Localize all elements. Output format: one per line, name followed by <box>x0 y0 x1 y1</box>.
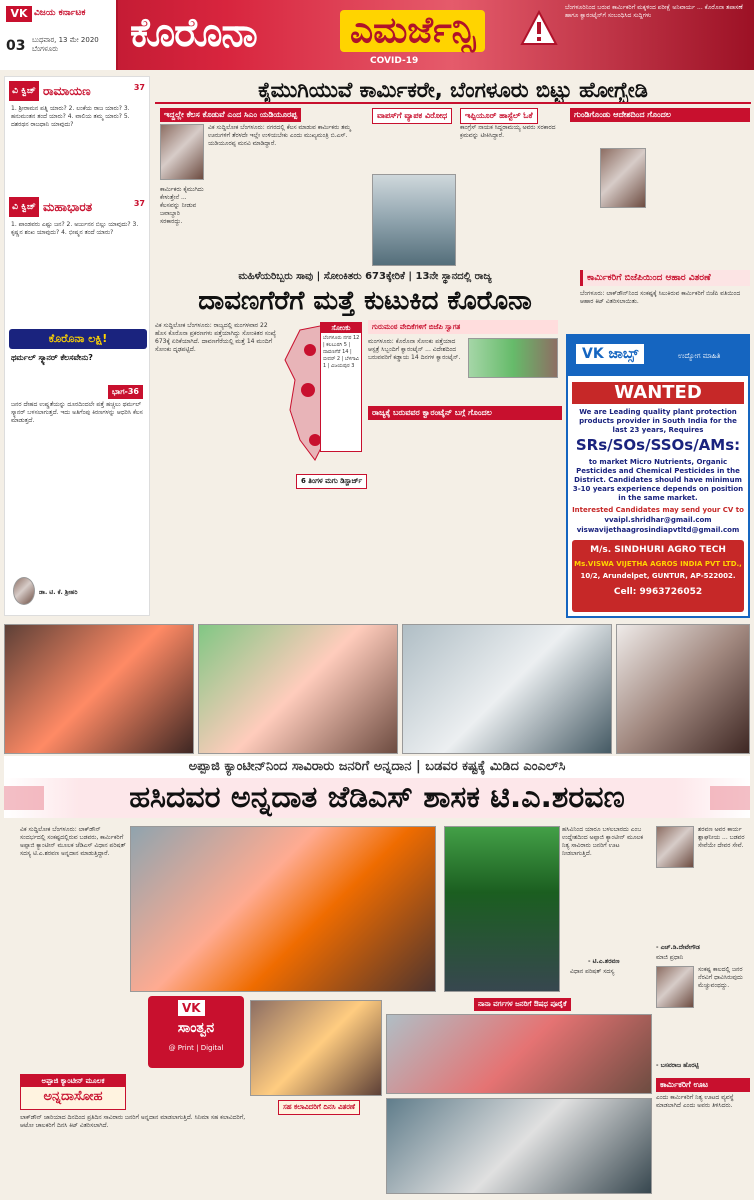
warning-icon <box>520 10 558 46</box>
left-column <box>4 76 150 616</box>
ad-positions: SRs/SOs/SSOs/AMs: <box>575 436 741 454</box>
bottom-text-left: ವಿಕ ಸುದ್ದಿಲೋಕ ಬೆಂಗಳೂರು: ಲಾಕ್‌ಡೌನ್ ಸಂದರ್ಭದಲ್ಲಿ ಸಂಕಷ್ಟದಲ್ಲಿರುವ ಬಡವರು, ಕಾರ್ಮಿಕರಿಗೆ ಅಪ್ಪಾಜಿ ಕ್ಯಾಂಟೀನ್ ಮೂಲಕ ಜೆಡಿಎಸ್ ವಿಧಾನ ಪರಿಷತ್ ಸದಸ್ಯ ಟಿ.ಎ.ಶರವಣ ಅನ್ನದಾನ ಮಾಡುತ್ತಿದ್ದಾರೆ. <box>20 826 126 857</box>
photo-devegowda <box>656 826 694 868</box>
masthead-right-text: ಬೆಂಗಳೂರಿನಿಂದ ಬರುವ ಕಾರ್ಮಿಕರಿಗೆ ಮಕ್ಕಳಿಂದ ಪರೀಕ್ಷೆ ಅನಿವಾರ್ಯ ... ಕೊರೊನಾ ತಪಾಸಣೆ ಹಾಗೂ ಕ್ವಾರಂಟೈನ್‌ಗೆ ಸಂಬಂಧಿಸಿದ ಸುದ್ದಿಗಳು <box>565 4 743 19</box>
quiz-ramayana-header <box>9 81 147 101</box>
top-story-text-1: ವಿಕ ಸುದ್ದಿಲೋಕ ಬೆಂಗಳೂರು: ನಗರದಲ್ಲಿ ಕೆಲಸ ಮಾಡುವ ಕಾರ್ಮಿಕರು ತಮ್ಮ ಊರುಗಳಿಗೆ ತೆರಳದೇ ಇಲ್ಲೇ ಉಳಿಯಬೇಕು ಎಂದು ಮುಖ್ಯಮಂತ್ರಿ ಬಿ.ಎಸ್. ಯಡಿಯೂರಪ್ಪ ಮನವಿ ಮಾಡಿದ್ದಾರೆ. <box>208 124 351 147</box>
quiz-badge: ವಿ ಕ್ವಿಜ್ <box>9 197 39 217</box>
bjp-welcome-photo <box>468 338 558 378</box>
korona-box-title: ಸೋಂಕು <box>321 323 361 333</box>
korona-lakshi-banner: ಕೊರೊನಾ ಲಕ್ಷಿ! <box>9 329 147 349</box>
top-subhead-2: ವಾಪಸ್‌ಗೆ ವ್ಯಾಪಕ ವಿರೋಧ <box>372 108 452 124</box>
ad-intro: We are Leading quality plant protection products provider in South India for the last 23 years, Requires <box>579 408 737 434</box>
page-number: 03 <box>6 38 26 54</box>
ad-cta: Interested Candidates may send your CV to <box>572 506 744 514</box>
date-line: ಬುಧವಾರ, 13 ಮೇ 2020 ಬೆಂಗಳೂರು <box>32 36 99 53</box>
photo-food-distribution-3 <box>402 624 612 754</box>
second-story-right-text: ಮಂಗಳೂರು: ಕೊರೊನಾ ಸೋಂಕು ಪತ್ತೆಯಾದ ಆಸ್ಪತ್ರೆ ಸಿಬ್ಬಂದಿಗೆ ಕ್ವಾರಂಟೈನ್ ... ವಿದೇಶದಿಂದ ಬರುವವರಿಗೆ ಕಡ್ಡಾಯ 14 ದಿನಗಳ ಕ್ವಾರಂಟೈನ್. <box>368 338 461 361</box>
vk-jobs-sub: ಉದ್ಯೋಗ ಮಾಹಿತಿ <box>678 352 721 360</box>
right-quote-2: ಸಂಕಷ್ಟ ಕಾಲದಲ್ಲಿ ಜನರ ನೆರವಿಗೆ ಧಾವಿಸಿರುವುದು ಮೆಚ್ಚುವಂಥದ್ದು. <box>698 966 743 989</box>
quote-author: - ಟಿ.ಎ.ಶರವಣ <box>588 958 620 965</box>
karmika-text: ಎಂದು ಕಾರ್ಮಿಕರಿಗೆ ನಿತ್ಯ ಊಟದ ವ್ಯವಸ್ಥೆ ಮಾಡಲಾಗಿದೆ ಎಂದು ಅವರು ತಿಳಿಸಿದರು. <box>656 1094 734 1109</box>
vk-santwana-logo <box>148 996 244 1068</box>
bjp-strip: ಕಾರ್ಮಿಕರಿಗೆ ಬಿಜೆಪಿಯಿಂದ ಆಹಾರ ವಿತರಣೆ <box>580 270 750 286</box>
top-headline: ಕೈಮುಗಿಯುವೆ ಕಾರ್ಮಿಕರೇ, ಬೆಂಗಳೂರು ಬಿಟ್ಟು ಹೋಗ್ಬೇಡಿ <box>155 76 751 104</box>
quote-text: ಹಸಿವಿನಿಂದ ಯಾರೂ ಬಳಲಬಾರದು ಎಂಬ ಉದ್ದೇಶದಿಂದ ಅಪ್ಪಾಜಿ ಕ್ಯಾಂಟೀನ್ ಮೂಲಕ ನಿತ್ಯ ಸಾವಿರಾರು ಜನರಿಗೆ ಊಟ ನೀಡಲಾಗುತ್ತಿದೆ. <box>562 826 644 857</box>
photo-saha-kalavidaru <box>250 1000 382 1096</box>
quiz-title: ರಾಮಾಯಣ <box>43 84 91 98</box>
korona-question: ಥರ್ಮಲ್ ಸ್ಕ್ಯಾನರ್ ಕೆಲಸವೇನು? <box>11 353 93 362</box>
anna-main: ಅನ್ನದಾಸೋಹ <box>43 1089 103 1104</box>
photo-medicine-supply <box>386 1014 652 1094</box>
nana-strip: ನಾನಾ ವರ್ಗಗಳ ಜನರಿಗೆ ಔಷಧ ಪೂರೈಕೆ <box>474 998 571 1011</box>
vk-jobs-header <box>568 336 748 376</box>
ad-description: to market Micro Nutrients, Organic Pesticides and Chemical Pesticides in the District. Candidates should have minimum 3-10 years experience depends on position in the same market. <box>572 458 744 502</box>
photo-food-distribution-1 <box>4 624 194 754</box>
ad-address: 10/2, Arundelpet, GUNTUR, AP-522002. <box>580 572 736 580</box>
top-subhead-4: ಗುಂಡಿಗೊಂಡು ಆದೇಶದಿಂದ ಗೊಂದಲ <box>570 108 750 122</box>
quarantine-strip: ರಾಜ್ಯಕ್ಕೆ ಬರುವವರ ಕ್ವಾರಂಟೈನ್ ಬಗ್ಗೆ ಗೊಂದಲ <box>368 406 562 420</box>
santwana-vk: VK <box>178 1000 205 1016</box>
ad-cell: Cell: 9963726052 <box>613 587 703 597</box>
photo-horatti <box>656 966 694 1008</box>
right-quote-1: ಶರವಣ ಅವರ ಕಾರ್ಯ ಶ್ಲಾಘನೀಯ ... ಬಡವರ ಸೇವೆಯೇ ದೇವರ ಸೇವೆ. <box>698 826 745 849</box>
photo-sharavana-distribution <box>130 826 436 992</box>
second-strap: ಮಹಿಳೆಯರಿಬ್ಬರು ಸಾವು | ಸೋಂಕಿತರು 673ಕ್ಕೇರಿಕೆ | 13ನೇ ಸ್ಥಾನದಲ್ಲಿ ರಾಜ್ಯ <box>238 271 492 282</box>
bottom-mid-text: ಲಾಕ್‌ಡೌನ್ ಜಾರಿಯಾದ ದಿನದಿಂದ ಪ್ರತಿದಿನ ಸಾವಿರಾರು ಜನರಿಗೆ ಅನ್ನದಾನ ಮಾಡಲಾಗುತ್ತಿದೆ. ಸಿನಿಮಾ ಸಹ ಕಲಾವಿದರಿಗೆ, ಆಟೋ ಚಾಲಕರಿಗೆ ದಿನಸಿ ಕಿಟ್ ವಿತರಿಸಲಾಗಿದೆ. <box>20 1114 246 1129</box>
migrants-photo <box>372 174 456 266</box>
ad-email-1[interactable]: vvaipl.shridhar@gmail.com <box>604 516 712 524</box>
photo-row <box>4 624 750 756</box>
anna-top: ಅಪ್ಪಾಜಿ ಕ್ಯಾಂಟೀನ್ ಮೂಲಕ <box>21 1075 125 1087</box>
six-month-child-box: 6 ತಿಂಗಳ ಮಗು ಡಿಸ್ಚಾರ್ಜ್ <box>296 474 367 489</box>
masthead <box>0 0 754 70</box>
right-name-1: - ಎಚ್.ಡಿ.ದೇವೇಗೌಡ <box>656 944 700 951</box>
quiz-title: ಮಹಾಭಾರತ <box>43 200 93 214</box>
right-name-2: - ಬಸವರಾಜ ಹೊರಟ್ಟಿ <box>656 1062 699 1069</box>
ad-company-1: M/s. SINDHURI AGRO TECH <box>590 545 726 555</box>
quiz-mahabharata-text: 1. ಪಾಂಡವರು ಎಷ್ಟು ಜನ? 2. ಅರ್ಜುನನ ಬಿಲ್ಲು ಯಾವುದು? 3. ಕೃಷ್ಣನ ಶಂಖ ಯಾವುದು? 4. ಭೀಷ್ಮನ ತಂದೆ ಯಾರು? <box>11 221 139 236</box>
quote-role: ವಿಧಾನ ಪರಿಷತ್ ಸದಸ್ಯ <box>570 968 615 975</box>
second-headline: ದಾವಣಗೆರೆಗೆ ಮತ್ತೆ ಕುಟುಕಿದ ಕೊರೊನಾ <box>198 286 532 316</box>
wanted-title: WANTED <box>572 382 744 404</box>
brand-name: ವಿಜಯ ಕರ್ನಾಟಕ <box>34 8 86 18</box>
quiz-badge: ವಿ ಕ್ವಿಜ್ <box>9 81 39 101</box>
photo-distribution-4 <box>386 1098 652 1194</box>
job-advertisement <box>566 334 750 618</box>
ad-company-box <box>572 540 744 612</box>
vk-jobs-logo: VK ಜಾಬ್ಸ್ <box>576 344 644 364</box>
quiz-number: 37 <box>133 199 145 208</box>
bottom-banner-headline: ಹಸಿದವರ ಅನ್ನದಾತ ಜೆಡಿಎಸ್ ಶಾಸಕ ಟಿ.ಎ.ಶರವಣ <box>4 778 750 818</box>
cm-photo <box>160 124 204 180</box>
second-story-text: ವಿಕ ಸುದ್ದಿಲೋಕ ಬೆಂಗಳೂರು: ರಾಜ್ಯದಲ್ಲಿ ಮಂಗಳವಾರ 22 ಹೊಸ ಕೊರೊನಾ ಪ್ರಕರಣಗಳು ಪತ್ತೆಯಾಗಿದ್ದು ಸೋಂಕಿತರ ಸಂಖ್ಯೆ 673ಕ್ಕೆ ಏರಿಕೆಯಾಗಿದೆ. ದಾವಣಗೆರೆಯಲ್ಲಿ ಮತ್ತೆ 14 ಮಂದಿಗೆ ಸೋಂಕು ದೃಢಪಟ್ಟಿದೆ. <box>155 322 277 353</box>
top-subhead-1: ಇದ್ದಲ್ಲೇ ಕೆಲಸ ಕೊಡುವೆ ಎಂದ ಸಿಎಂ ಯಡಿಯೂರಪ್ಪ <box>160 108 301 122</box>
photo-kumaraswamy <box>616 624 750 754</box>
title-emergency: ಎಮರ್ಜೆನ್ಸಿ <box>340 10 485 52</box>
top-subhead-3: ಇಪ್ಪಿಯೂರ್ ಹಾಸ್ಟೆಲ್ ಓಕೆ <box>460 108 538 124</box>
saha-strip: ಸಹ ಕಲಾವಿದರಿಗೆ ದಿನಸಿ ವಿತರಣೆ <box>278 1100 360 1115</box>
quiz-ramayana-text: 1. ಶ್ರೀರಾಮನ ಪತ್ನಿ ಯಾರು? 2. ಲಂಕೆಯ ರಾಜ ಯಾರು? 3. ಹನುಮಂತನ ತಂದೆ ಯಾರು? 4. ವಾಲಿಯ ತಮ್ಮ ಯಾರು? 5. ದಶರಥನ ರಾಜಧಾನಿ ಯಾವುದು? <box>11 105 130 128</box>
author-byline: ಡಾ. ಟಿ. ಕೆ. ಶ್ರೀಹರಿ <box>39 589 78 596</box>
top-story-text-3: ಕಾಂಗ್ರೆಸ್ ನಾಯಕ ಸಿದ್ದರಾಮಯ್ಯ ಅವರು ಸರಕಾರದ ಕ್ರಮವನ್ನು ಟೀಕಿಸಿದ್ದಾರೆ. <box>460 124 556 139</box>
author-photo <box>13 577 35 605</box>
ad-company-2: Ms.VISWA VIJETHA AGROS INDIA PVT LTD., <box>574 560 742 568</box>
siddaramaiah-photo <box>600 148 646 208</box>
quiz-number: 37 <box>133 83 145 92</box>
santwana-sub: @ Print | Digital <box>168 1044 224 1052</box>
korona-count-box <box>320 322 362 452</box>
guru-strip: ಗುರುಮಂಠ ವೇದಿಕೆಗಳಿಗೆ ಬಿಜೆಪಿ ಸ್ವಾಗತ <box>368 320 558 334</box>
title-korona: ಕೊರೊನಾ <box>130 10 257 56</box>
top-story-text-2: ಕಾರ್ಮಿಕರು ಕೈಮುಗಿದು ಕೇಳುತ್ತೇನೆ ... ಕೆಲಸವನ್ನು ನೀಡುವ ಜವಾಬ್ದಾರಿ ಸರಕಾರದ್ದು. <box>160 186 204 225</box>
photo-sharavana-portrait <box>444 826 560 992</box>
santwana-title: ಸಾಂತ್ವನ <box>177 1020 215 1036</box>
anna-dasoha-box <box>20 1074 126 1110</box>
bjp-text: ಬೆಂಗಳೂರು: ಲಾಕ್‌ಡೌನ್‌ನಿಂದ ಸಂಕಷ್ಟಕ್ಕೆ ಸಿಲುಕಿರುವ ಕಾರ್ಮಿಕರಿಗೆ ಬಿಜೆಪಿ ವತಿಯಿಂದ ಆಹಾರ ಕಿಟ್ ವಿತರಿಸಲಾಯಿತು. <box>580 290 741 305</box>
photo-food-distribution-2 <box>198 624 398 754</box>
covid-label: COVID-19 <box>370 56 419 66</box>
right-role-1: ಮಾಜಿ ಪ್ರಧಾನಿ <box>656 954 684 961</box>
quiz-mahabharata-header <box>9 197 147 217</box>
ad-email-2[interactable]: viswavijethaagrosindiapvtltd@gmail.com <box>576 526 740 534</box>
part-badge: ಭಾಗ-36 <box>108 385 143 399</box>
korona-box-text: ಬೆಂಗಳೂರು ನಗರ 12 | ಕಲಬುರಗಿ 5 | ದಾವಣಗೆರೆ 14 | ಬೀದರ್ 2 | ಬೆಳಗಾವಿ 1 | ವಿಜಯಪುರ 3 <box>323 335 360 369</box>
karmika-strip: ಕಾರ್ಮಿಕರಿಗೆ ಊಟ <box>656 1078 750 1092</box>
vk-logo: VK <box>6 6 32 22</box>
masthead-title <box>130 4 550 66</box>
masthead-left-panel <box>0 0 118 70</box>
korona-text: ಜನರ ದೇಹದ ಉಷ್ಣತೆಯನ್ನು ದೂರದಿಂದಲೇ ಪತ್ತೆ ಹಚ್ಚಲು ಥರ್ಮಲ್ ಸ್ಕ್ಯಾನರ್ ಬಳಸಲಾಗುತ್ತದೆ. ಇದು ಅತಿಗೆಂಪು ಕಿರಣಗಳನ್ನು ಆಧರಿಸಿ ಕೆಲಸ ಮಾಡುತ್ತದೆ. <box>11 401 143 424</box>
bottom-banner-subhead: ಅಪ್ಪಾಜಿ ಕ್ಯಾಂಟೀನ್‌ನಿಂದ ಸಾವಿರಾರು ಜನರಿಗೆ ಅನ್ನದಾನ | ಬಡವರ ಕಷ್ಟಕ್ಕೆ ಮಿಡಿದ ಎಂಎಲ್‌ಸಿ <box>4 756 750 778</box>
